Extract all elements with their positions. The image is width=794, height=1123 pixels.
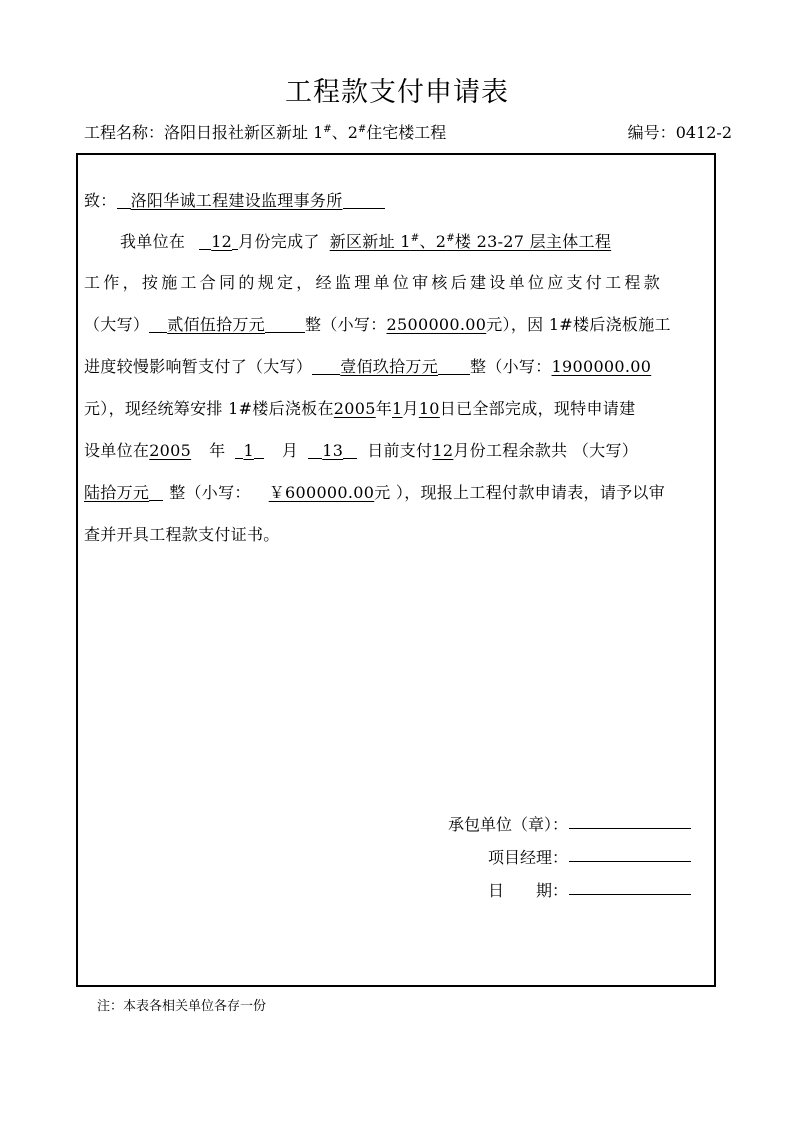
body-text: 月: [281, 441, 299, 460]
body-text: 日前支付: [367, 441, 433, 460]
body-text: 年: [375, 399, 393, 418]
project-label: 工程名称：: [84, 123, 165, 142]
addressee-value: 洛阳华诚工程建设监理事务所: [130, 191, 343, 210]
work-sup-2: #: [446, 233, 455, 244]
contractor-signature-line: [569, 828, 691, 829]
body-text: 月: [402, 399, 419, 418]
body-text: 元 ），现报上工程付款申请表，请予以审: [374, 483, 666, 502]
body-text: 进度较慢影响暂支付了（大写）: [84, 357, 313, 376]
work-scope-a: 新区新址 1: [329, 232, 411, 251]
date-label: 日 期：: [487, 881, 568, 900]
pay-month: 1: [243, 441, 254, 460]
body-line-5: [84, 396, 635, 419]
project-name: [84, 120, 446, 143]
body-text: 月份工程余款共 （大写）: [453, 441, 639, 460]
done-day: 10: [418, 399, 440, 418]
body-line-6: [84, 438, 638, 461]
number-label: 编号：: [627, 123, 676, 142]
project-sup-2: #: [357, 124, 367, 135]
body-line-3: [84, 312, 671, 335]
body-text: 整（小写：: [305, 315, 387, 334]
body-text: 设单位在: [84, 441, 150, 460]
done-year: 2005: [333, 399, 376, 418]
project-name-prefix: 洛阳日报社新区新址 1: [164, 123, 324, 142]
form-number: [628, 120, 732, 143]
pay-for-month: 12: [432, 441, 454, 460]
date-signature-line: [569, 894, 691, 895]
project-sup-1: #: [323, 124, 332, 135]
body-line-8: 查并开具工程款支付证书。: [84, 525, 280, 544]
report-month: 12: [211, 232, 233, 251]
body-text: 整（小写：: [169, 483, 251, 502]
body-text: 日已全部完成，现特申请建: [439, 399, 636, 418]
pay-year: 2005: [149, 441, 192, 460]
work-sup-1: #: [410, 233, 420, 244]
work-scope: [330, 232, 611, 251]
body-text: 我单位在: [120, 232, 186, 251]
body-text: 月份完成了: [238, 232, 320, 251]
manager-label: 项目经理：: [487, 848, 568, 867]
done-month: 1: [392, 399, 403, 418]
work-scope-c: 楼 23-27 层主体工程: [454, 232, 612, 251]
rest-amount-caps: 陆拾万元: [84, 483, 150, 502]
addressee-label: 致：: [84, 191, 117, 210]
body-line-4: [84, 354, 651, 377]
project-name-suffix: 住宅楼工程: [366, 123, 447, 142]
pay-day: 13: [322, 441, 344, 460]
due-amount-num: 2500000.00: [386, 315, 487, 334]
footnote: 注：本表各相关单位各存一份: [97, 999, 267, 1014]
body-text: （大写）: [84, 315, 150, 334]
paid-amount-caps: 壹佰玖拾万元: [340, 357, 439, 376]
contractor-label: 承包单位（章）：: [447, 815, 568, 834]
paid-amount-num: 1900000.00: [551, 357, 652, 376]
body-text: 整（小写：: [470, 357, 552, 376]
body-text: 元），因 1#楼后浇板施工: [486, 315, 671, 334]
body-line-2: 工作，按施工合同的规定，经监理单位审核后建设单位应支付工程款: [84, 273, 664, 292]
rest-amount-num: ￥600000.00: [268, 483, 375, 502]
body-text: 元），现经统筹安排 1#楼后浇板在: [84, 399, 334, 418]
body-line-7: [84, 480, 665, 503]
work-scope-b: 、2: [419, 232, 447, 251]
due-amount-caps: 贰佰伍拾万元: [167, 315, 266, 334]
manager-signature-line: [569, 861, 691, 862]
body-text: 年: [209, 441, 226, 460]
project-name-mid: 、2: [331, 123, 358, 142]
addressee-line: [84, 188, 385, 211]
body-line-1: [120, 229, 611, 252]
number-value: 0412-2: [675, 123, 732, 142]
form-title: 工程款支付申请表: [285, 77, 509, 108]
